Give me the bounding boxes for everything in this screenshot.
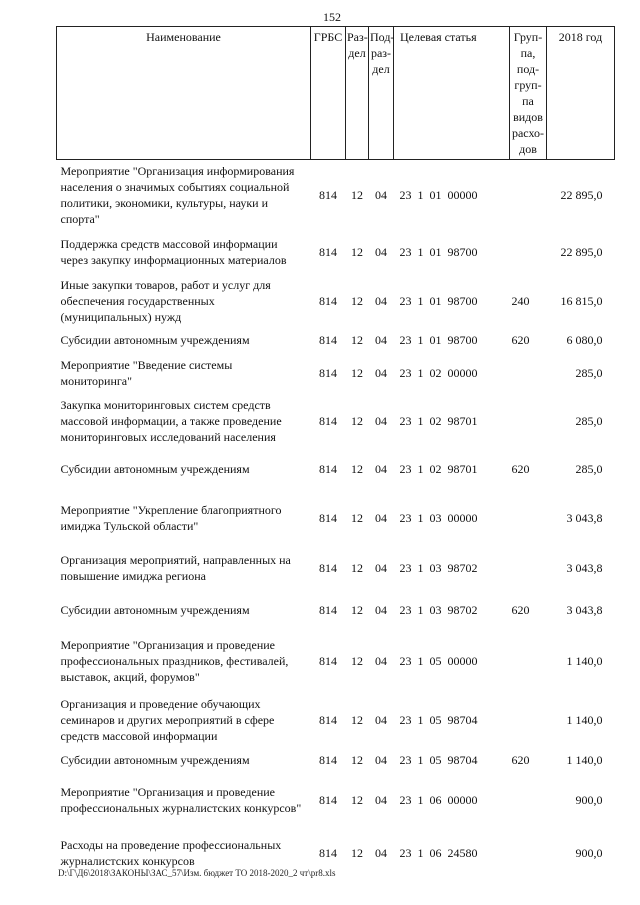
row-podrazdel: 04 [375,244,387,259]
row-podrazdel: 04 [375,752,387,767]
row-podrazdel: 04 [375,653,387,668]
row-grbs: 814 [319,244,337,259]
row-group [510,630,547,692]
row-podrazdel: 04 [375,413,387,428]
row-razdel: 12 [351,602,363,617]
row-razdel: 12 [351,187,363,202]
row-target: 23 1 01 98700 [399,332,478,347]
row-amount: 3 043,8 [566,560,603,575]
row-group [510,490,547,546]
page-number: 152 [323,10,341,24]
row-amount: 1 140,0 [566,653,603,668]
table-body [57,160,615,878]
row-podrazdel: 04 [375,602,387,617]
header-razdel: Раз- дел [346,27,369,160]
row-razdel: 12 [351,413,363,428]
row-name: Субсидии автономным учреждениям [60,461,250,476]
row-podrazdel: 04 [375,560,387,575]
row-grbs: 814 [319,560,337,575]
row-razdel: 12 [351,510,363,525]
row-group: 620 [511,752,530,767]
table-row [57,274,615,328]
row-name: Поддержка средств массовой информации через закупку информационных материалов [60,236,287,267]
row-name: Мероприятие "Укрепление благоприятного имиджа Тульской области" [60,502,282,533]
row-name: Иные закупки товаров, работ и услуг для обеспечения государственных (муниципальных) нужд [60,277,271,324]
row-amount: 6 080,0 [566,332,603,347]
row-target: 23 1 06 24580 [399,845,478,860]
row-name: Субсидии автономным учреждениям [60,332,250,347]
table-row [57,748,615,772]
row-amount: 285,0 [575,461,603,476]
row-amount: 1 140,0 [566,712,603,727]
row-podrazdel: 04 [375,792,387,807]
row-group: 240 [511,293,530,308]
header-grbs: ГРБС [311,27,346,160]
table-row [57,490,615,546]
row-amount: 3 043,8 [566,510,603,525]
row-group: 620 [511,602,530,617]
row-name: Мероприятие "Введение системы мониторинга" [60,357,233,388]
row-group [510,160,547,230]
row-amount: 900,0 [575,845,603,860]
row-podrazdel: 04 [375,510,387,525]
row-name: Закупка мониторинговых систем средств массовой информации, а также проведение мониторинговых исследований населения [60,397,282,444]
row-group [510,230,547,274]
row-grbs: 814 [319,602,337,617]
row-grbs: 814 [319,365,337,380]
row-grbs: 814 [319,332,337,347]
row-grbs: 814 [319,712,337,727]
header-name: Наименование [57,27,311,160]
budget-table [56,26,615,878]
row-grbs: 814 [319,293,337,308]
row-podrazdel: 04 [375,365,387,380]
row-grbs: 814 [319,187,337,202]
row-razdel: 12 [351,461,363,476]
row-razdel: 12 [351,712,363,727]
table-row [57,352,615,394]
header-podrazdel: Под- раз- дел [369,27,394,160]
row-group [510,692,547,748]
table-row [57,630,615,692]
row-razdel: 12 [351,365,363,380]
row-amount: 22 895,0 [560,187,603,202]
row-group: 620 [511,332,530,347]
row-razdel: 12 [351,332,363,347]
row-grbs: 814 [319,792,337,807]
table-row [57,160,615,230]
row-target: 23 1 01 98700 [399,293,478,308]
row-podrazdel: 04 [375,845,387,860]
row-razdel: 12 [351,752,363,767]
row-grbs: 814 [319,510,337,525]
table-row [57,546,615,590]
row-name: Мероприятие "Организация информирования населения о значимых событиях социальной политики, экономики, культуры, науки и спорта" [60,163,295,226]
row-podrazdel: 04 [375,712,387,727]
row-grbs: 814 [319,653,337,668]
row-razdel: 12 [351,653,363,668]
header-year: 2018 год [547,27,615,160]
row-target: 23 1 02 98701 [399,461,478,476]
row-podrazdel: 04 [375,461,387,476]
row-amount: 1 140,0 [566,752,603,767]
row-target: 23 1 02 98701 [399,413,478,428]
row-amount: 22 895,0 [560,244,603,259]
row-target: 23 1 03 98702 [399,602,478,617]
footer-file-path: D:\Г\Д6\2018\ЗАКОНЫ\ЗАС_57\Изм. бюджет ТО 2018-2020_2 чт\pr8.xls [58,868,336,878]
table-row [57,230,615,274]
row-grbs: 814 [319,413,337,428]
row-target: 23 1 06 00000 [399,792,478,807]
row-target: 23 1 03 00000 [399,510,478,525]
row-name: Субсидии автономным учреждениям [60,752,250,767]
row-razdel: 12 [351,845,363,860]
row-group [510,352,547,394]
row-grbs: 814 [319,845,337,860]
row-target: 23 1 05 00000 [399,653,478,668]
header-group: Груп- па, под- груп- па видов расхо- дов [510,27,547,160]
row-amount: 285,0 [575,365,603,380]
row-razdel: 12 [351,293,363,308]
row-name: Организация и проведение обучающих семинаров и других мероприятий в сфере средств массовой информации [60,696,275,743]
row-amount: 16 815,0 [560,293,603,308]
row-amount: 3 043,8 [566,602,603,617]
row-podrazdel: 04 [375,187,387,202]
table-row [57,772,615,828]
row-amount: 285,0 [575,413,603,428]
row-target: 23 1 03 98702 [399,560,478,575]
row-razdel: 12 [351,792,363,807]
row-target: 23 1 02 00000 [399,365,478,380]
row-target: 23 1 01 00000 [399,187,478,202]
row-podrazdel: 04 [375,332,387,347]
row-name: Организация мероприятий, направленных на повышение имиджа региона [60,552,291,583]
row-group [510,772,547,828]
row-name: Субсидии автономным учреждениям [60,602,250,617]
row-group: 620 [511,461,530,476]
row-razdel: 12 [351,560,363,575]
table-row [57,394,615,448]
table-row [57,692,615,748]
row-razdel: 12 [351,244,363,259]
header-target: Целевая статья [394,27,510,160]
row-target: 23 1 05 98704 [399,712,478,727]
table-row [57,448,615,490]
table-header [57,27,615,160]
row-name: Расходы на проведение профессиональных журналистских конкурсов [60,837,282,868]
row-group [510,394,547,448]
row-group [510,546,547,590]
row-grbs: 814 [319,461,337,476]
row-amount: 900,0 [575,792,603,807]
table-row [57,590,615,630]
table-row [57,328,615,352]
row-target: 23 1 01 98700 [399,244,478,259]
row-name: Мероприятие "Организация и проведение профессиональных журналистских конкурсов" [60,784,302,815]
row-target: 23 1 05 98704 [399,752,478,767]
row-podrazdel: 04 [375,293,387,308]
row-name: Мероприятие "Организация и проведение профессиональных праздников, фестивалей, выставок, акций, форумов" [60,637,289,684]
row-group [510,828,547,878]
row-grbs: 814 [319,752,337,767]
